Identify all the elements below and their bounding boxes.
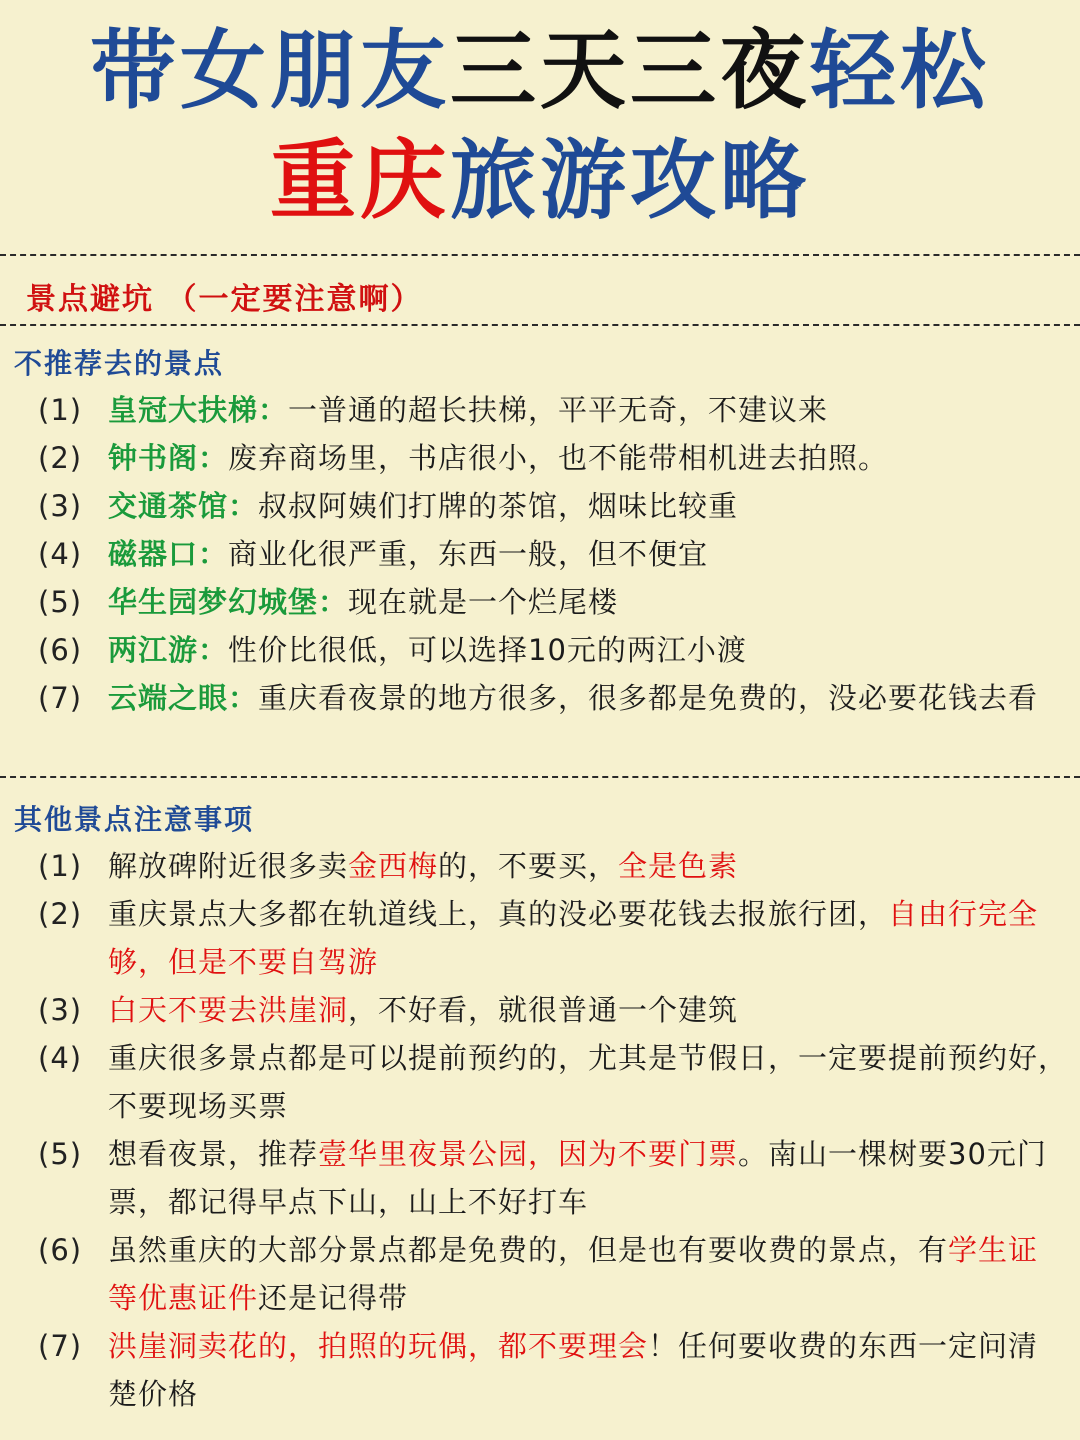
list-item — [38, 1130, 1068, 1226]
item-number: (2) — [38, 441, 83, 475]
item-text: 叔叔阿姨们打牌的茶馆，烟味比较重 — [258, 489, 739, 523]
item-text: 还是记得带 — [258, 1281, 409, 1315]
item-label: 钟书阁： — [108, 441, 229, 475]
item-text: 商业化很严重，东西一般，但不便宜 — [228, 537, 709, 571]
item-label: 交通茶馆： — [108, 489, 259, 523]
item-number: (1) — [38, 393, 83, 427]
divider — [0, 254, 1080, 256]
item-highlight: 壹华里夜景公园，因为不要门票 — [318, 1137, 739, 1171]
list-item — [38, 1226, 1068, 1322]
item-text: 解放碑附近很多卖 — [108, 849, 349, 883]
title-part: 带女朋友 — [90, 21, 450, 121]
item-number: (6) — [38, 1233, 83, 1267]
item-number: (1) — [38, 849, 83, 883]
title-part: 重庆 — [270, 131, 450, 231]
list-item — [38, 986, 1068, 1034]
divider — [0, 776, 1080, 778]
section-title: 景点避坑 （一定要注意啊） — [26, 282, 423, 317]
item-text: 的，不要买， — [438, 849, 619, 883]
list-item — [38, 578, 1068, 626]
item-number: (7) — [38, 1329, 83, 1363]
list-item — [38, 1034, 1068, 1130]
item-text: 想看夜景，推荐 — [108, 1137, 319, 1171]
title-line-1 — [0, 21, 1080, 121]
list-item — [38, 890, 1068, 986]
list-item — [38, 626, 1068, 674]
item-text: ！任何要收费的东西一定问清楚价格 — [108, 1329, 1039, 1411]
item-highlight: 白天不要去洪崖洞 — [108, 993, 349, 1027]
item-text: 重庆很多景点都是可以提前预约的，尤其是节假日，一定要提前预约好，不要现场买票 — [108, 1041, 1069, 1123]
item-number: (5) — [38, 1137, 83, 1171]
item-highlight: 自由行完全够，但是不要自驾游 — [108, 897, 1039, 979]
item-number: (4) — [38, 1041, 83, 1075]
item-text: ，不好看，就很普通一个建筑 — [348, 993, 739, 1027]
item-text: 一普通的超长扶梯，平平无奇，不建议来 — [288, 393, 829, 427]
item-highlight: 全是色素 — [618, 849, 739, 883]
notes-heading: 其他景点注意事项 — [14, 803, 255, 836]
item-number: (5) — [38, 585, 83, 619]
item-text: 废弃商场里，书店很小，也不能带相机进去拍照。 — [228, 441, 889, 475]
item-label: 两江游： — [108, 633, 229, 667]
item-text: 重庆景点大多都在轨道线上，真的没必要花钱去报旅行团， — [108, 897, 889, 931]
item-text: 。南山一棵树要30元门票，都记得早点下山，山上不好打车 — [108, 1137, 1047, 1219]
list-item — [38, 674, 1068, 722]
list-item — [38, 482, 1068, 530]
item-number: (2) — [38, 897, 83, 931]
item-text: 虽然重庆的大部分景点都是免费的，但是也有要收费的景点，有 — [108, 1233, 949, 1267]
item-number: (4) — [38, 537, 83, 571]
item-number: (7) — [38, 681, 83, 715]
item-number: (3) — [38, 993, 83, 1027]
title-line-2 — [0, 131, 1080, 231]
divider — [0, 324, 1080, 326]
item-label: 皇冠大扶梯： — [108, 393, 289, 427]
item-label: 云端之眼： — [108, 681, 259, 715]
item-number: (3) — [38, 489, 83, 523]
item-label: 磁器口： — [108, 537, 229, 571]
item-highlight: 金西梅 — [348, 849, 439, 883]
item-text: 性价比很低，可以选择10元的两江小渡 — [228, 633, 747, 667]
list-item — [38, 1322, 1068, 1418]
list-item — [38, 530, 1068, 578]
list-item — [38, 434, 1068, 482]
item-text: 现在就是一个烂尾楼 — [348, 585, 619, 619]
title-part: 轻松 — [810, 21, 990, 121]
item-number: (6) — [38, 633, 83, 667]
not-recommended-heading: 不推荐去的景点 — [14, 347, 225, 380]
title-part: 三天三夜 — [450, 21, 810, 121]
title-part: 旅游攻略 — [450, 131, 810, 231]
list-item — [38, 386, 1068, 434]
item-highlight: 洪崖洞卖花的，拍照的玩偶，都不要理会 — [108, 1329, 649, 1363]
item-text: 重庆看夜景的地方很多，很多都是免费的，没必要花钱去看 — [258, 681, 1039, 715]
item-highlight: 学生证等优惠证件 — [108, 1233, 1039, 1315]
item-label: 华生园梦幻城堡： — [108, 585, 349, 619]
list-item — [38, 842, 1068, 890]
